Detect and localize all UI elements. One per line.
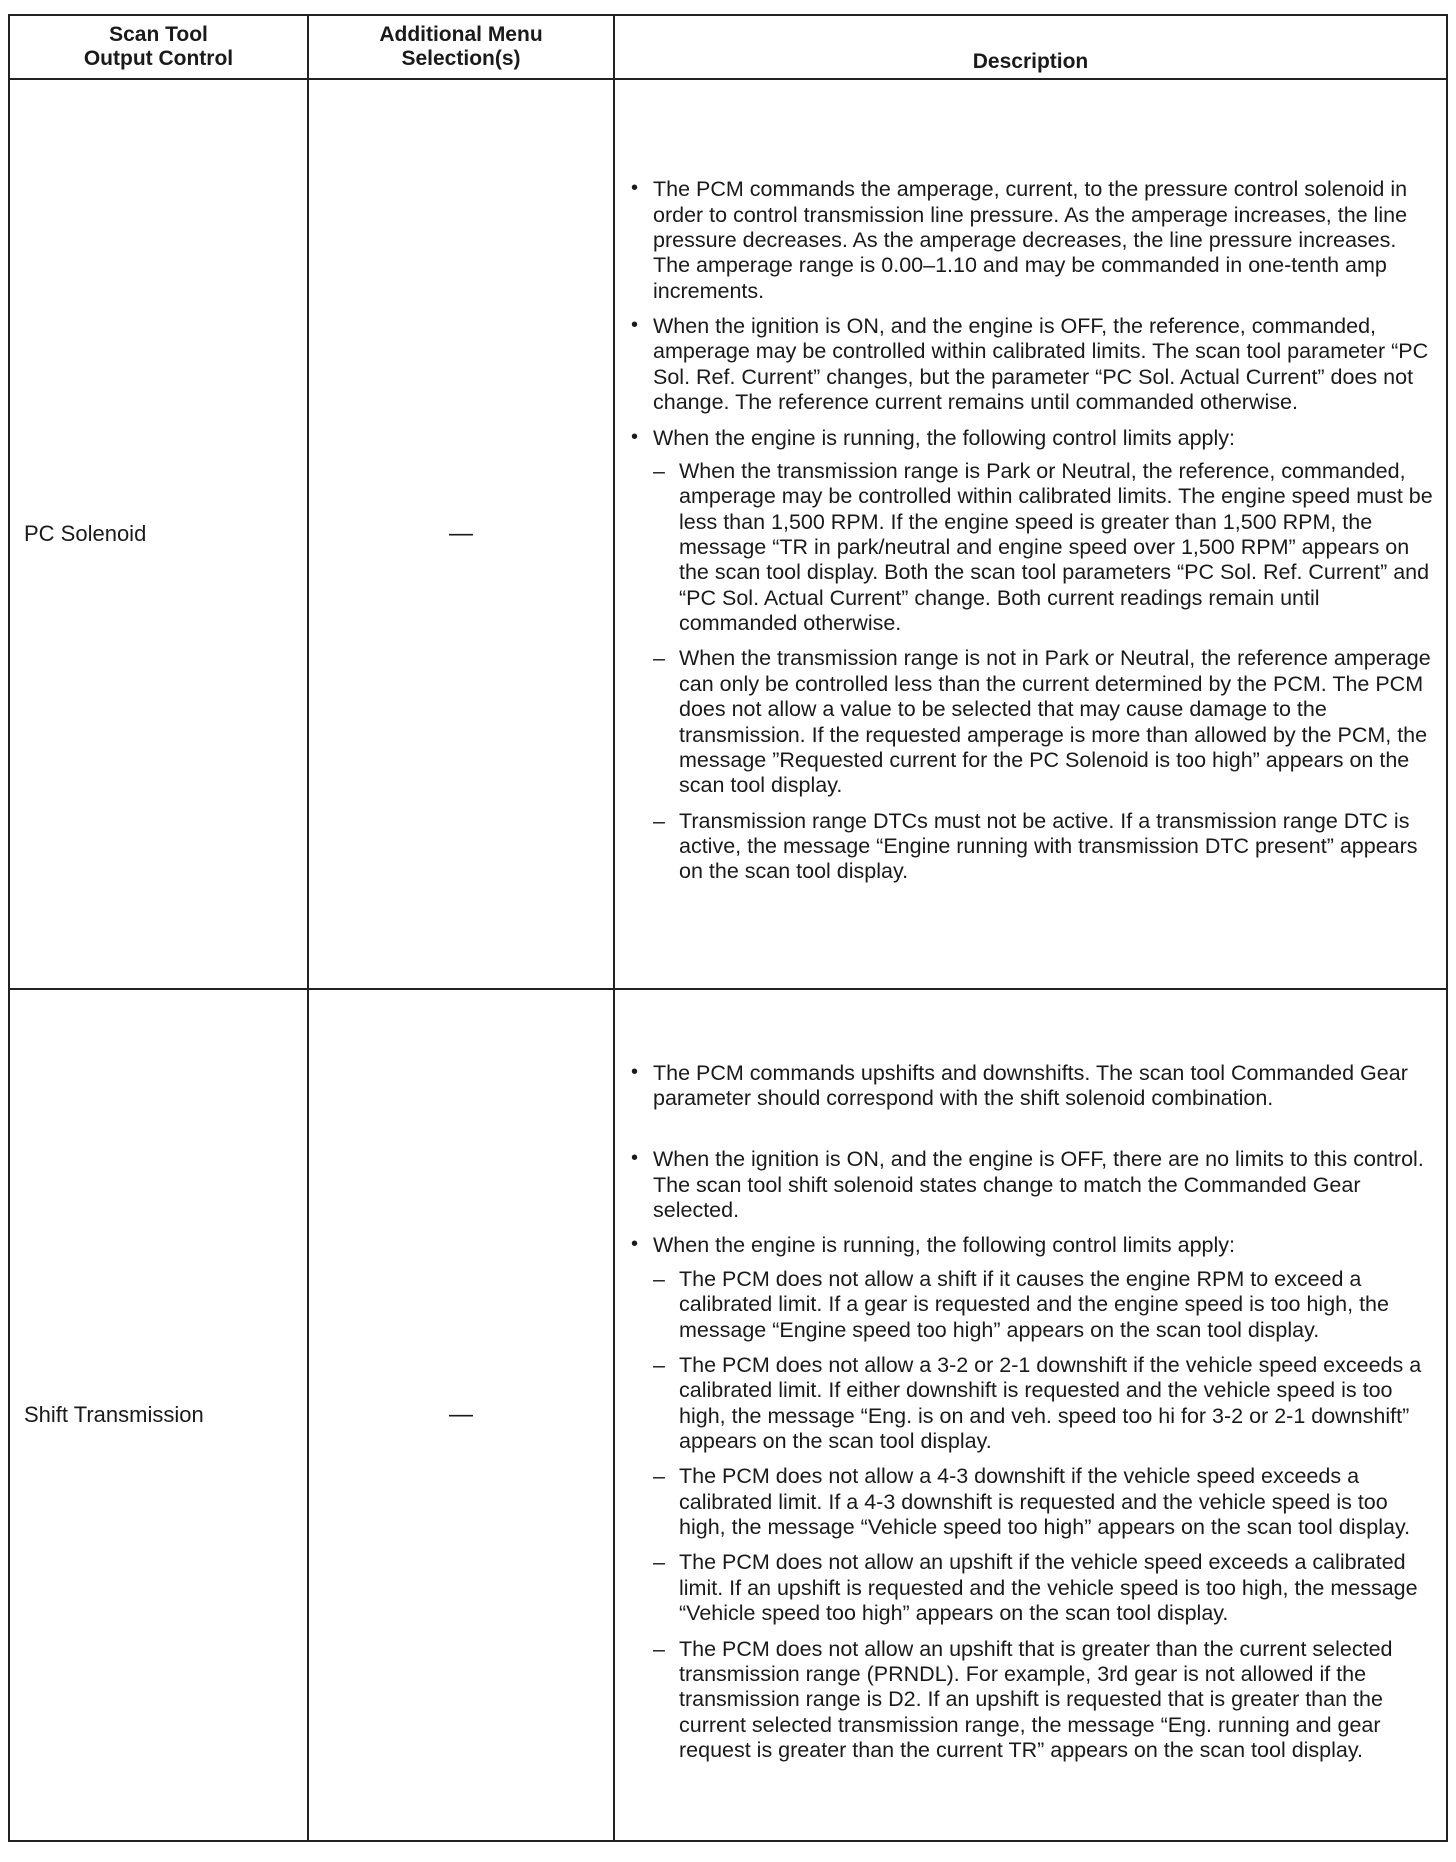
sub-item: – The PCM does not allow a 4-3 downshift if the vehicle speed exceeds a calibrated limit. If a 4-3 downshift is requested and the vehicle speed is too high, the message “Vehicle speed too high” appears on the scan tool display.: [653, 1464, 1438, 1540]
sub-item: – The PCM does not allow an upshift that is greater than the current selected transmission range (PRNDL). For example, 3rd gear is not allowed if the transmission range is D2. If an upshift is requested that is greater than the current selected transmission range, the message “Eng. running and gear request is greater than the current TR” appears on the scan tool display.: [653, 1637, 1438, 1764]
output-control-name: Shift Transmission: [9, 989, 308, 1841]
sub-item: – Transmission range DTCs must not be active. If a transmission range DTC is active, the message “Engine running with transmission DTC present” appears on the scan tool display.: [653, 809, 1438, 885]
output-control-name: PC Solenoid: [9, 79, 308, 989]
menu-selection: —: [308, 79, 614, 989]
header-scan-tool-output-control: [9, 15, 308, 79]
header-description: Description: [614, 15, 1447, 79]
scan-tool-output-control-table: [8, 14, 1448, 1842]
description-bullet-list: [625, 1061, 1438, 1764]
menu-selection: —: [308, 989, 614, 1841]
header-row: [9, 15, 1447, 79]
sub-item: – When the transmission range is Park or Neutral, the reference, commanded, amperage may be controlled within calibrated limits. The engine speed must be less than 1,500 RPM. If the engine speed is greater than 1,500 RPM, the message “TR in park/neutral and engine speed over 1,500 RPM” appears on the scan tool display. Both the scan tool parameters “PC Sol. Ref. Current” and “PC Sol. Actual Current” change. Both current readings remain until commanded otherwise.: [653, 459, 1438, 637]
bullet-item: [625, 426, 1438, 885]
bullet-text: When the engine is running, the following control limits apply:: [653, 425, 1236, 450]
table-row-pc-solenoid: [9, 79, 1447, 989]
sub-item-list: [653, 1267, 1438, 1763]
table-row-shift-transmission: [9, 989, 1447, 1841]
sub-item: – The PCM does not allow a shift if it causes the engine RPM to exceed a calibrated limit. If a gear is requested and the engine speed is too high, the message “Engine speed too high” appears on the scan tool display.: [653, 1267, 1438, 1343]
sub-item: – The PCM does not allow an upshift if the vehicle speed exceeds a calibrated limit. If an upshift is requested and the vehicle speed is too high, the message “Vehicle speed too high” appears on the scan tool display.: [653, 1550, 1438, 1626]
header-line: Selection(s): [401, 47, 521, 70]
description-cell: [614, 989, 1447, 1841]
sub-item: – When the transmission range is not in Park or Neutral, the reference amperage can only be controlled less than the current determined by the PCM. The PCM does not allow a value to be selected that may cause damage to the transmission. If the requested amperage is more than allowed by the PCM, the message ”Requested current for the PC Solenoid is too high” appears on the scan tool display.: [653, 646, 1438, 798]
bullet-item: • When the ignition is ON, and the engine is OFF, the reference, commanded, amperage may be controlled within calibrated limits. The scan tool parameter “PC Sol. Ref. Current” changes, but the parameter “PC Sol. Actual Current” does not change. The reference current remains until commanded otherwise.: [625, 314, 1438, 415]
bullet-item: • When the ignition is ON, and the engine is OFF, there are no limits to this control. The scan tool shift solenoid states change to match the Commanded Gear selected.: [625, 1147, 1438, 1223]
description-cell: [614, 79, 1447, 989]
description-bullet-list: [625, 177, 1438, 884]
sub-item: – The PCM does not allow a 3-2 or 2-1 downshift if the vehicle speed exceeds a calibrated limit. If either downshift is requested and the vehicle speed is too high, the message “Eng. is on and veh. speed too hi for 3-2 or 2-1 downshift” appears on the scan tool display.: [653, 1353, 1438, 1454]
sub-item-list: [653, 459, 1438, 885]
header-line: Additional Menu: [379, 23, 543, 47]
bullet-item: • The PCM commands the amperage, current, to the pressure control solenoid in order to control transmission line pressure. As the amperage increases, the line pressure decreases. As the amperage decreases, the line pressure increases. The amperage range is 0.00–1.10 and may be commanded in one-tenth amp increments.: [625, 177, 1438, 304]
bullet-item: • The PCM commands upshifts and downshifts. The scan tool Commanded Gear parameter should correspond with the shift solenoid combination.: [625, 1061, 1438, 1112]
bullet-item: [625, 1233, 1438, 1763]
header-line: Scan Tool: [109, 23, 208, 47]
header-line: Output Control: [83, 47, 234, 70]
bullet-text: When the engine is running, the following control limits apply:: [653, 1233, 1236, 1258]
header-additional-menu-selections: [308, 15, 614, 79]
